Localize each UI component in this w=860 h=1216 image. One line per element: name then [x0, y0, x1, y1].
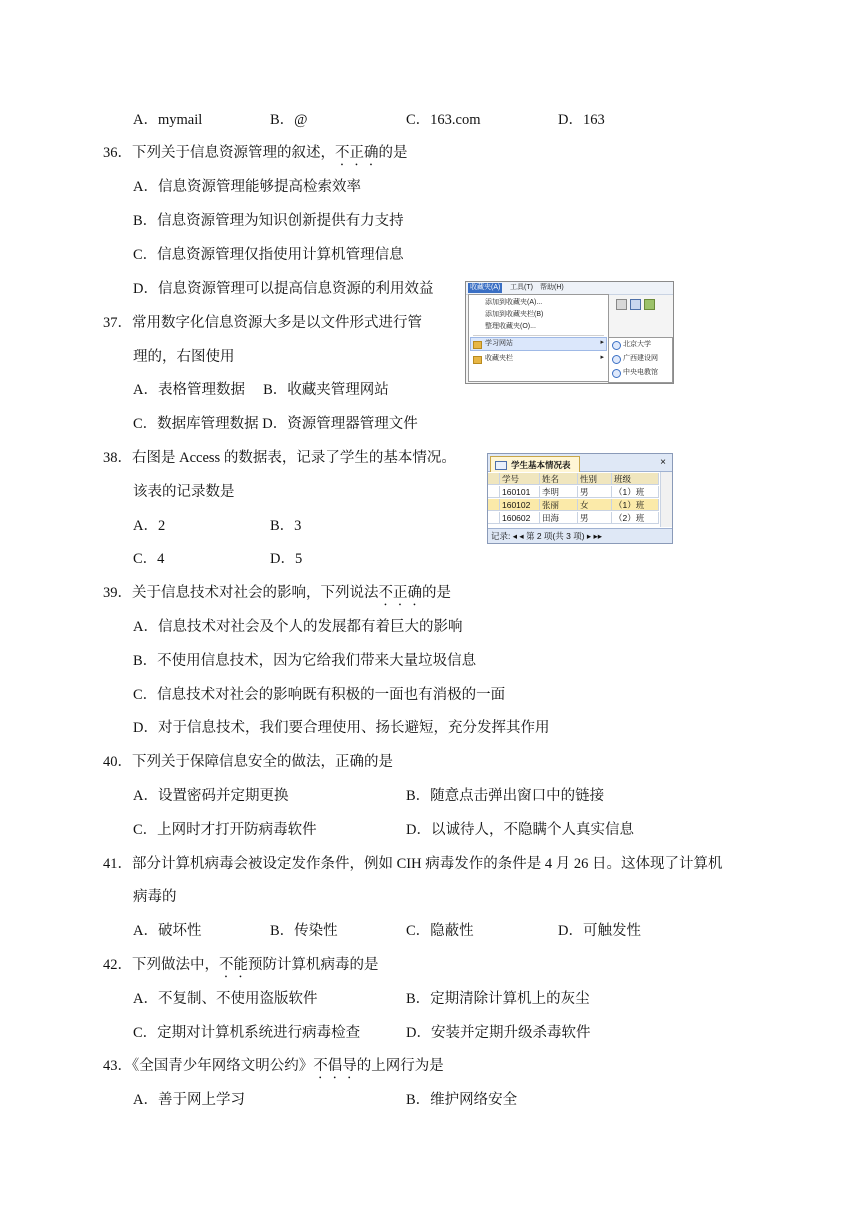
- menu-divider: [473, 335, 604, 336]
- emphasis-mark: 不能: [219, 957, 248, 973]
- q35-option-a: A．mymail: [133, 112, 203, 128]
- q38-stem-line2: 该表的记录数是: [133, 484, 235, 500]
- table-header-row: [488, 473, 660, 485]
- q43-option-b: B．维护网络安全: [406, 1092, 518, 1108]
- q42-option-d: D．安装并定期升级杀毒软件: [406, 1025, 591, 1041]
- folder-icon: [473, 341, 482, 349]
- table-cell: 女: [578, 499, 612, 511]
- q39-option-d: D．对于信息技术，我们要合理使用、扬长避短，充分发挥其作用: [133, 720, 550, 736]
- ie-page-icon: [612, 369, 621, 378]
- emphasis-mark: 不正确: [335, 145, 379, 161]
- q41-option-a: A．破坏性: [133, 923, 202, 939]
- table-cell: 160102: [500, 499, 540, 511]
- q37-stem-line2: 理的，右图使用: [133, 349, 235, 365]
- toolbar-icon: [630, 299, 641, 310]
- q39-option-b: B．不使用信息技术，因为它给我们带来大量垃圾信息: [133, 653, 477, 669]
- menu-folder: 学习网站: [485, 340, 513, 347]
- q43-stem: 43．《全国青少年网络文明公约》不倡导的上网行为是: [103, 1058, 444, 1074]
- table-cell: 田海: [540, 512, 578, 524]
- table-cell: 男: [578, 486, 612, 498]
- table-cell: 160602: [500, 512, 540, 524]
- q41-stem-line2: 病毒的: [133, 889, 177, 905]
- emphasis-mark: 不正确: [378, 585, 422, 601]
- header-cell: 学号: [500, 473, 540, 485]
- table-cell: （1）班: [612, 499, 659, 511]
- table-icon: [495, 461, 507, 470]
- close-icon: ×: [660, 457, 666, 468]
- q42-option-a: A．不复制、不使用盗版软件: [133, 991, 318, 1007]
- menu-folder: 收藏夹栏: [485, 355, 513, 362]
- arrow-right-icon: ▸: [600, 354, 604, 361]
- table-tab: [490, 456, 580, 472]
- q41-stem-line1: 41．部分计算机病毒会被设定发作条件，例如 CIH 病毒发作的条件是 4 月 26 日。这体现了计算机: [103, 856, 723, 872]
- q38-option-b: B．3: [270, 518, 302, 534]
- q38-stem-line1: 38．右图是 Access 的数据表，记录了学生的基本情况。: [103, 450, 456, 466]
- record-navigator: 记录: ◂ ◂ 第 2 项(共 3 项) ▸ ▸▸: [488, 528, 672, 543]
- q40-option-c: C．上网时才打开防病毒软件: [133, 822, 317, 838]
- table-row: [488, 512, 660, 524]
- q35-option-b: B．@: [270, 112, 308, 128]
- menu-item: 整理收藏夹(O)...: [485, 323, 536, 330]
- q39-option-a: A．信息技术对社会及个人的发展都有着巨大的影响: [133, 619, 463, 635]
- header-cell: 性别: [578, 473, 612, 485]
- arrow-right-icon: ▸: [600, 339, 604, 346]
- row-selector: [488, 486, 500, 498]
- submenu: [608, 337, 673, 383]
- q42-option-b: B．定期清除计算机上的灰尘: [406, 991, 590, 1007]
- row-selector: [488, 512, 500, 524]
- q38-option-c: C．4: [133, 551, 165, 567]
- q39-option-c: C．信息技术对社会的影响既有积极的一面也有消极的一面: [133, 687, 506, 703]
- submenu-item: 北京大学: [623, 341, 651, 348]
- table-cell: （2）班: [612, 512, 659, 524]
- table-cell: 张丽: [540, 499, 578, 511]
- row-selector: [488, 473, 500, 485]
- header-cell: 姓名: [540, 473, 578, 485]
- menu-help: 帮助(H): [540, 284, 564, 291]
- q42-stem: 42．下列做法中，不能预防计算机病毒的是: [103, 957, 379, 973]
- table-row: [488, 499, 660, 511]
- access-table-image: [487, 453, 673, 544]
- header-cell: 班级: [612, 473, 659, 485]
- favorites-menu-image: [465, 281, 674, 384]
- q39-stem: 39．关于信息技术对社会的影响，下列说法不正确的是: [103, 585, 451, 601]
- q35-option-d: D．163: [558, 112, 605, 128]
- q40-stem: 40．下列关于保障信息安全的做法，正确的是: [103, 754, 393, 770]
- menu-tools: 工具(T): [510, 284, 533, 291]
- q35-option-c: C．163.com: [406, 112, 481, 128]
- table-tab-bar: [488, 454, 672, 472]
- folder-icon: [473, 356, 482, 364]
- q38-option-d: D．5: [270, 551, 303, 567]
- q36-stem: 36．下列关于信息资源管理的叙述，不正确的是: [103, 145, 408, 161]
- table-cell: 160101: [500, 486, 540, 498]
- q36-option-b: B．信息资源管理为知识创新提供有力支持: [133, 213, 404, 229]
- table-row: [488, 486, 660, 498]
- menu-favorites: 收藏夹(A): [470, 284, 501, 291]
- q38-option-a: A．2: [133, 518, 166, 534]
- submenu-item: 中央电教馆: [623, 369, 658, 376]
- q36-option-d: D．信息资源管理可以提高信息资源的利用效益: [133, 281, 434, 297]
- ie-page-icon: [612, 341, 621, 350]
- q37-options-cd: C．数据库管理数据 D．资源管理器管理文件: [133, 416, 418, 432]
- q41-option-d: D．可触发性: [558, 923, 641, 939]
- toolbar-icon: [644, 299, 655, 310]
- emphasis-mark: 不倡导: [313, 1058, 357, 1074]
- q41-option-b: B．传染性: [270, 923, 338, 939]
- submenu-item: 广西建设网: [623, 355, 658, 362]
- q40-option-b: B．随意点击弹出窗口中的链接: [406, 788, 605, 804]
- q36-option-c: C．信息资源管理仅指使用计算机管理信息: [133, 247, 404, 263]
- row-selector: [488, 499, 500, 511]
- q40-option-d: D．以诚待人，不隐瞒个人真实信息: [406, 822, 634, 838]
- menu-item: 添加到收藏夹(A)...: [485, 299, 543, 306]
- scrollbar: [660, 472, 672, 527]
- table-cell: 李明: [540, 486, 578, 498]
- favorites-dropdown: [468, 294, 609, 382]
- table-cell: 男: [578, 512, 612, 524]
- ie-page-icon: [612, 355, 621, 364]
- toolbar-icon: [616, 299, 627, 310]
- q43-option-a: A．善于网上学习: [133, 1092, 245, 1108]
- q41-option-c: C．隐蔽性: [406, 923, 474, 939]
- q42-option-c: C．定期对计算机系统进行病毒检查: [133, 1025, 361, 1041]
- table-title: 学生基本情况表: [511, 460, 571, 470]
- menu-item: 添加到收藏夹栏(B): [485, 311, 544, 318]
- table-cell: （1）班: [612, 486, 659, 498]
- q37-stem-line1: 37．常用数字化信息资源大多是以文件形式进行管: [103, 315, 422, 331]
- q37-options-ab: A．表格管理数据 B．收藏夹管理网站: [133, 382, 389, 398]
- q40-option-a: A．设置密码并定期更换: [133, 788, 289, 804]
- q36-option-a: A．信息资源管理能够提高检索效率: [133, 179, 361, 195]
